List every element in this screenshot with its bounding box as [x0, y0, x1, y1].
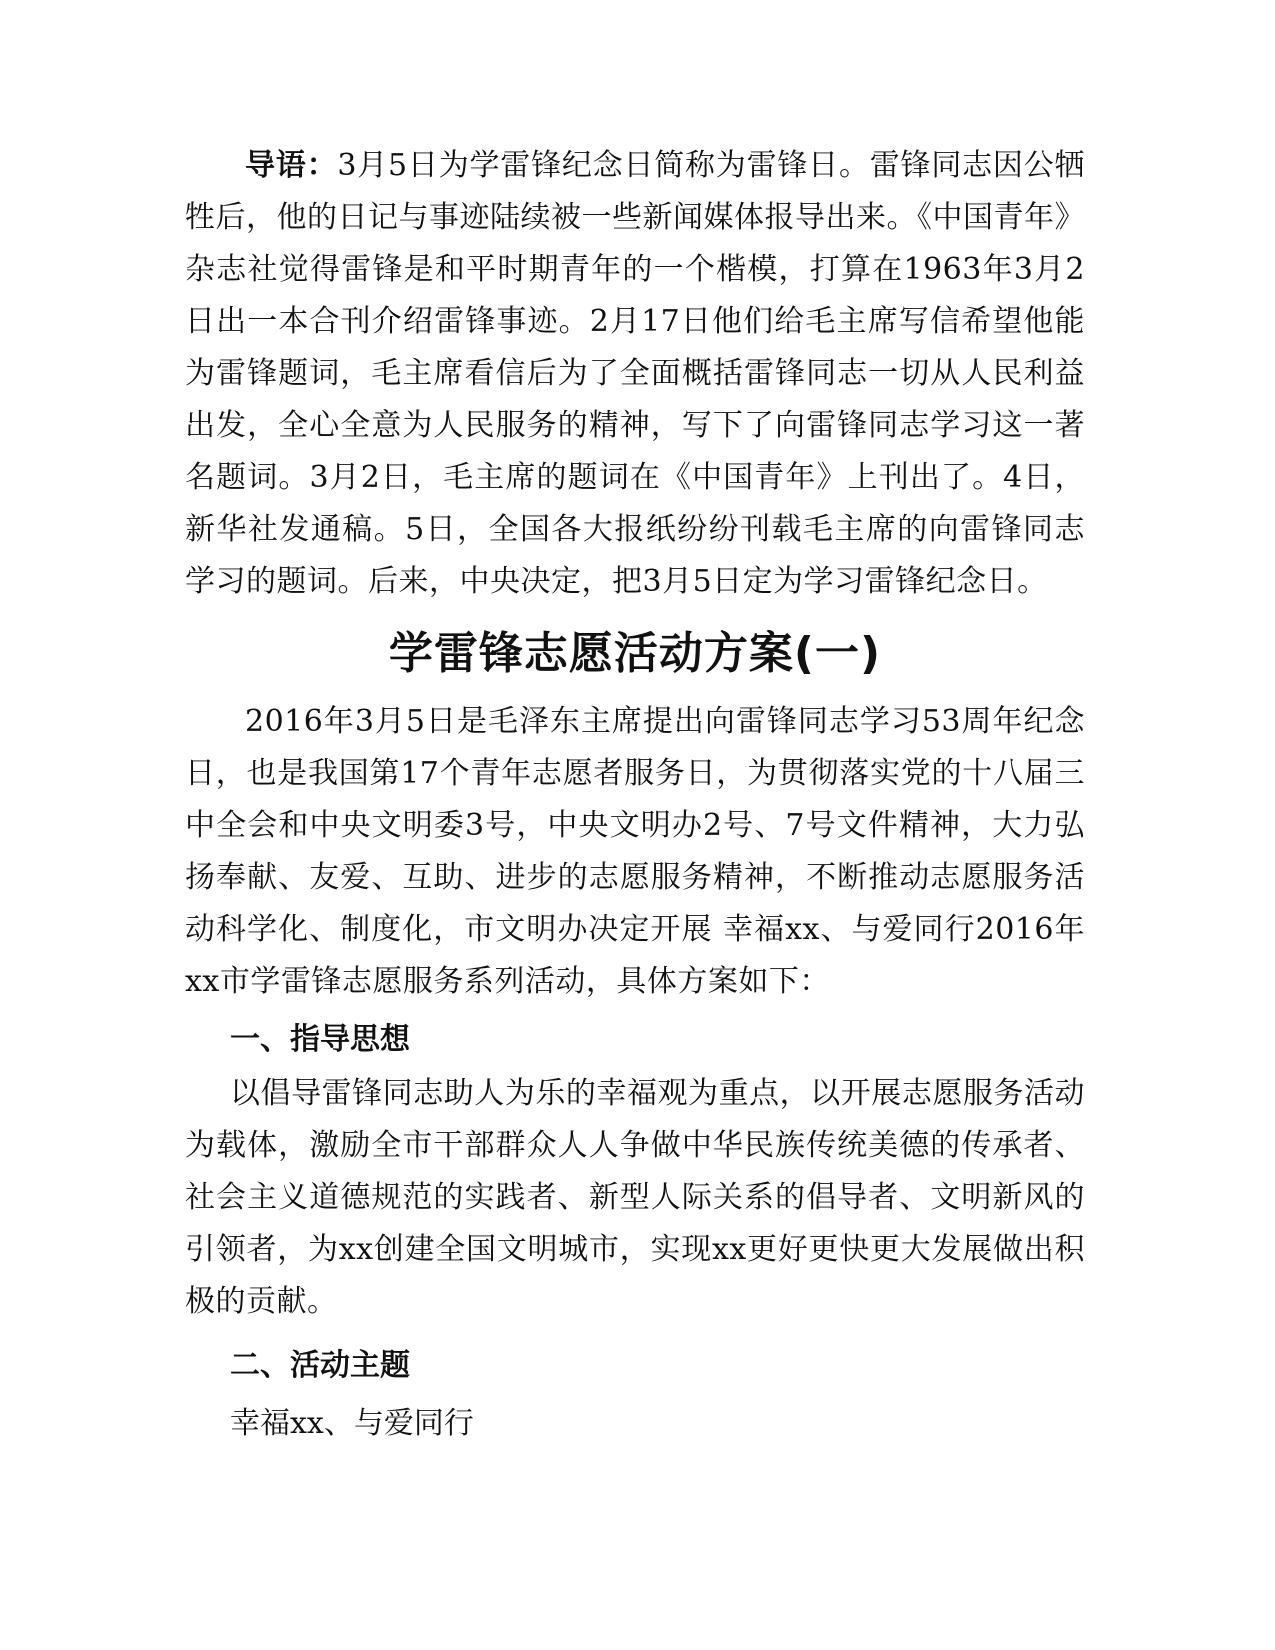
- section-body-guiding-ideology: 以倡导雷锋同志助人为乐的幸福观为重点，以开展志愿服务活动为载体，激励全市干部群众人人争做中华民族传统美德的传承者、社会主义道德规范的实践者、新型人际关系的倡导者、文明新风的引领者，为xx创建全国文明城市，实现xx更好更快更大发展做出积极的贡献。: [185, 1076, 1085, 1319]
- intro-text: 3月5日为学雷锋纪念日简称为雷锋日。雷锋同志因公牺牲后，他的日记与事迹陆续被一些新闻媒体报导出来。《中国青年》杂志社觉得雷锋是和平时期青年的一个楷模，打算在1963年3月2日出一本合刊介绍雷锋事迹。2月17日他们给毛主席写信希望他能为雷锋题词，毛主席看信后为了全面概括雷锋同志一切从人民利益出发，全心全意为人民服务的精神，写下了向雷锋同志学习这一著名题词。3月2日，毛主席的题词在《中国青年》上刊出了。4日，新华社发通稿。5日，全国各大报纸纷纷刊载毛主席的向雷锋同志学习的题词。后来，中央决定，把3月5日定为学习雷锋纪念日。: [185, 148, 1085, 599]
- document-content: [185, 140, 1085, 1452]
- intro-label: 导语：: [245, 148, 338, 183]
- opening-paragraph: 2016年3月5日是毛泽东主席提出向雷锋同志学习53周年纪念日，也是我国第17个青年志愿者服务日，为贯彻落实党的十八届三中全会和中央文明委3号，中央文明办2号、7号文件精神，大力弘扬奉献、友爱、互助、进步的志愿服务精神，不断推动志愿服务活动科学化、制度化，市文明办决定开展 幸福xx、与爱同行2016年xx市学雷锋志愿服务系列活动，具体方案如下：: [185, 704, 1085, 999]
- document-title: 学雷锋志愿活动方案(一): [388, 628, 882, 679]
- intro-paragraph: [185, 140, 1085, 608]
- section-heading-activity-theme: 二、活动主题: [230, 1348, 410, 1383]
- section-heading-guiding-ideology: 一、指导思想: [230, 1022, 410, 1057]
- section-body-activity-theme: 幸福xx、与爱同行: [230, 1406, 474, 1441]
